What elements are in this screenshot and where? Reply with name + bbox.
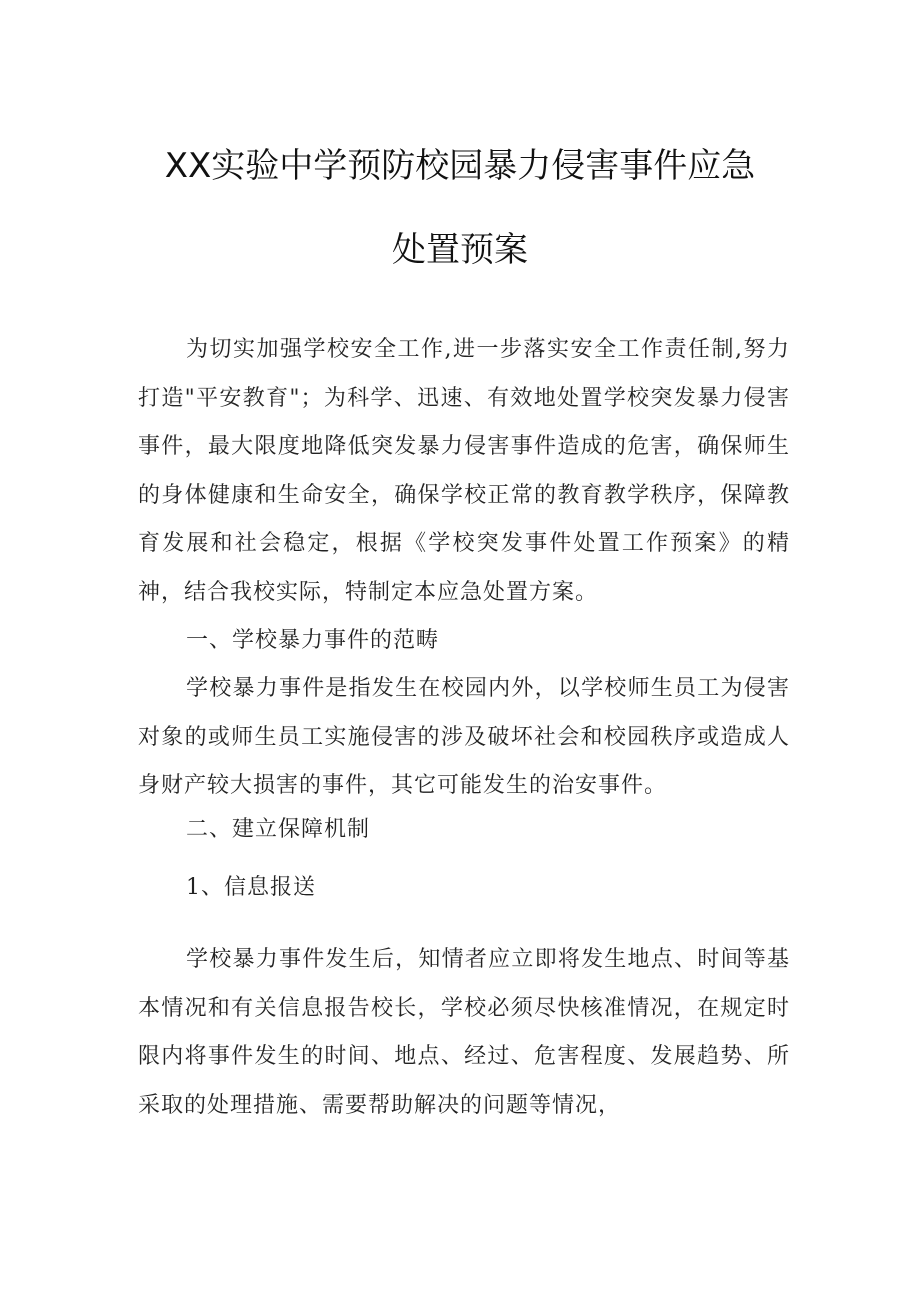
intro-paragraph: 为切实加强学校安全工作,进一步落实安全工作责任制,努力打造"平安教育"；为科学、迅速、有效地处置学校突发暴力侵害事件，最大限度地降低突发暴力侵害事件造成的危害，确保师生的身体健康和生命安全，确保学校正常的教育教学秩序，保障教育发展和社会稳定，根据《学校突发事件处置工作预案》的精神，结合我校实际，特制定本应急处置方案。 [138, 337, 790, 605]
subsection-1-paragraph: 学校暴力事件发生后，知情者应立即将发生地点、时间等基本情况和有关信息报告校长，学校必须尽快核准情况，在规定时限内将事件发生的时间、地点、经过、危害程度、发展趋势、所采取的处理措施、需要帮助解决的问题等情况， [138, 947, 790, 1118]
section-1-heading: 一、学校暴力事件的范畴 [186, 628, 440, 653]
section-1-paragraph: 学校暴力事件是指发生在校园内外，以学校师生员工为侵害对象的或师生员工实施侵害的涉及破坏社会和校园秩序或造成人身财产较大损害的事件，其它可能发生的治安事件。 [138, 676, 790, 798]
section-1-heading-block [138, 617, 790, 666]
subsection-1-heading-block [138, 864, 790, 913]
subsection-1-heading: 1、信息报送 [186, 875, 316, 900]
document-title-line-1: XX实验中学预防校园暴力侵害事件应急 [164, 146, 756, 186]
subsection-1-paragraph-block [138, 936, 790, 1130]
section-1-paragraph-block [138, 665, 790, 811]
section-2-heading: 二、建立保障机制 [186, 817, 371, 842]
document-title-line-2: 处置预案 [392, 230, 528, 270]
section-2-heading-block [138, 806, 790, 855]
intro-paragraph-block [138, 326, 790, 617]
